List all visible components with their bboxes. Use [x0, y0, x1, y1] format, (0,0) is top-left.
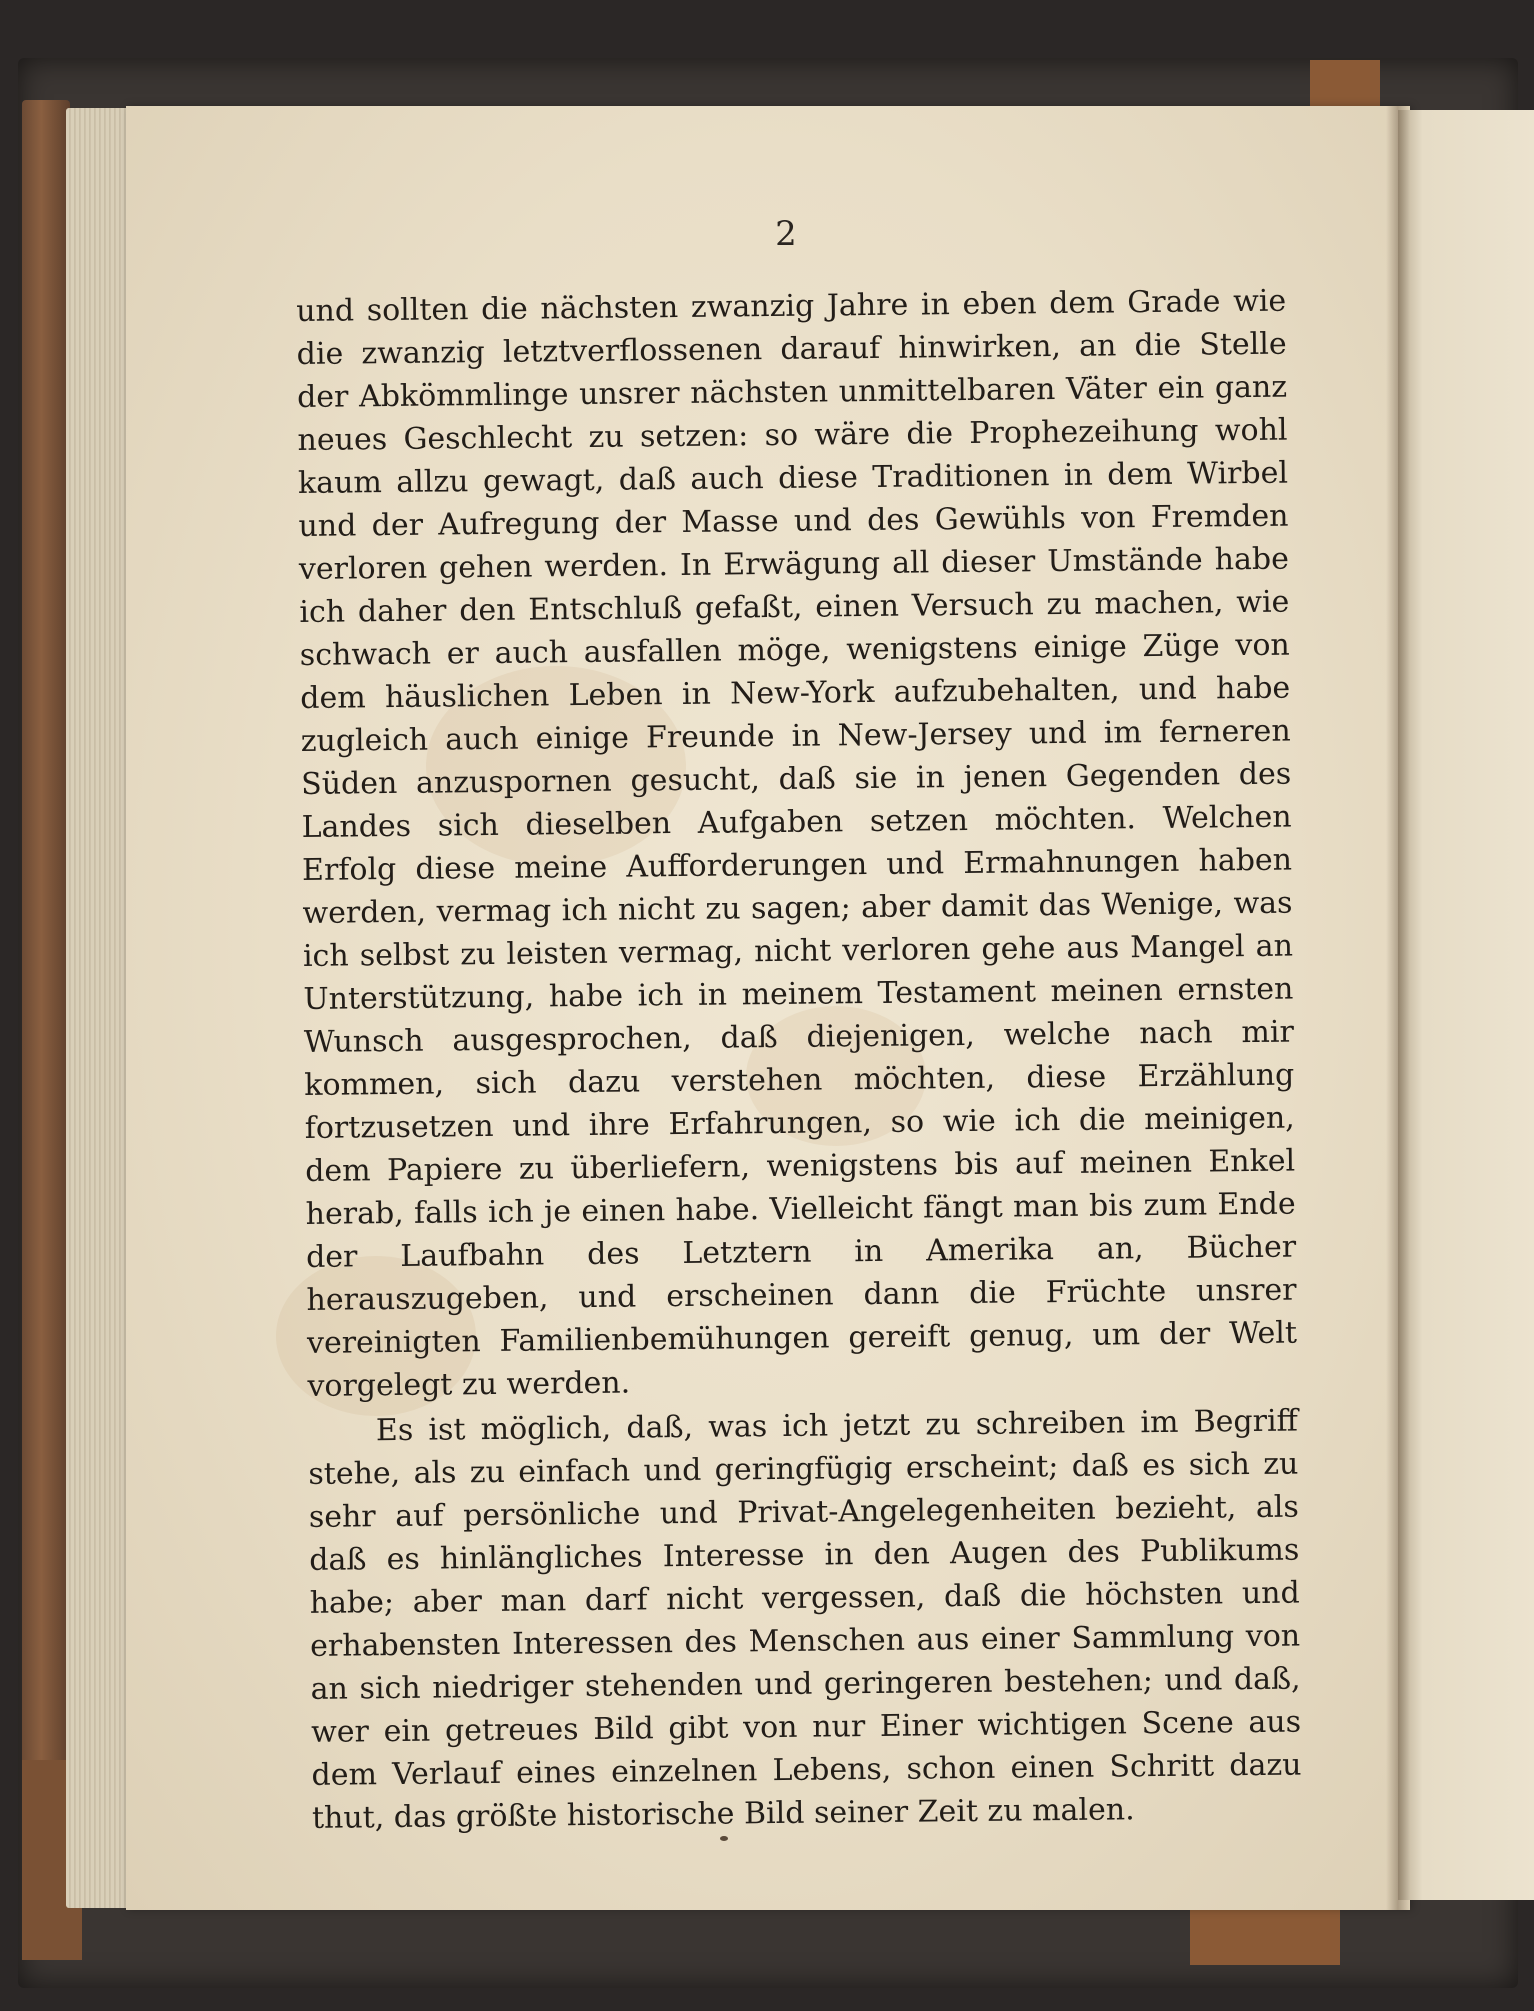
page-body-text	[296, 280, 1302, 1840]
paragraph: Es ist möglich, daß, was ich jetzt zu schreiben im Begriff stehe, als zu einfach und geringfügig erscheint; daß es sich zu sehr auf persönliche und Privat-Angelegenheiten bezieht, als daß es hinlängliches Interesse in den Augen des Publikums habe; aber man darf nicht vergessen, daß die höchsten und erhabensten Interessen des Menschen aus einer Sammlung von an sich niedriger stehenden und geringeren bestehen; und daß, wer ein getreues Bild gibt von nur Einer wichtigen Scene aus dem Verlauf eines einzelnen Lebens, schon einen Schritt dazu thut, das größte historische Bild seiner Zeit zu malen.	[308, 1403, 1302, 1836]
page-number: 2	[775, 214, 797, 254]
paragraph: und sollten die nächsten zwanzig Jahre in eben dem Grade wie die zwanzig letztverflossenen darauf hinwirken, an die Stelle der Abkömmlinge unsrer nächsten unmittelbaren Väter ein ganz neues Geschlecht zu setzen: so wäre die Prophezeihung wohl kaum allzu gewagt, daß auch diese Traditionen in dem Wirbel und der Aufregung der Masse und des Gewühls von Fremden verloren gehen werden. In Erwägung all dieser Umstände habe ich daher den Entschluß gefaßt, einen Versuch zu machen, wie schwach er auch ausfallen möge, wenigstens einige Züge von dem häuslichen Leben in New-York aufzubehalten, und habe zugleich auch einige Freunde in New-Jersey und im ferneren Süden anzuspornen gesucht, daß sie in jenen Gegenden des Landes sich dieselben Aufgaben setzen möchten. Welchen Erfolg diese meine Aufforderungen und Ermahnungen haben werden, vermag ich nicht zu sagen; aber damit das Wenige, was ich selbst zu leisten vermag, nicht verloren gehe aus Mangel an Unterstützung, habe ich in meinem Testament meinen ernsten Wunsch ausgesprochen, daß diejenigen, welche nach mir kommen, sich dazu verstehen möchten, diese Erzählung fortzusetzen und ihre Erfahrungen, so wie ich die meinigen, dem Papiere zu überliefern, wenigstens bis auf meinen Enkel herab, falls ich je einen habe. Vielleicht fängt man bis zum Ende der Laufbahn des Letztern in Amerika an, Bücher herauszugeben, und erscheinen dann die Früchte unsrer vereinigten Familienbemühungen gereift genug, um der Welt vorgelegt zu werden.	[296, 283, 1298, 1404]
book-gutter	[1386, 106, 1410, 1910]
facing-page-edge	[1398, 110, 1534, 1900]
ink-spot	[720, 1836, 728, 1841]
leather-corner-top-right	[1310, 60, 1380, 110]
leather-spine-edge	[22, 100, 70, 1930]
leather-corner-bottom-right	[1190, 1905, 1340, 1965]
